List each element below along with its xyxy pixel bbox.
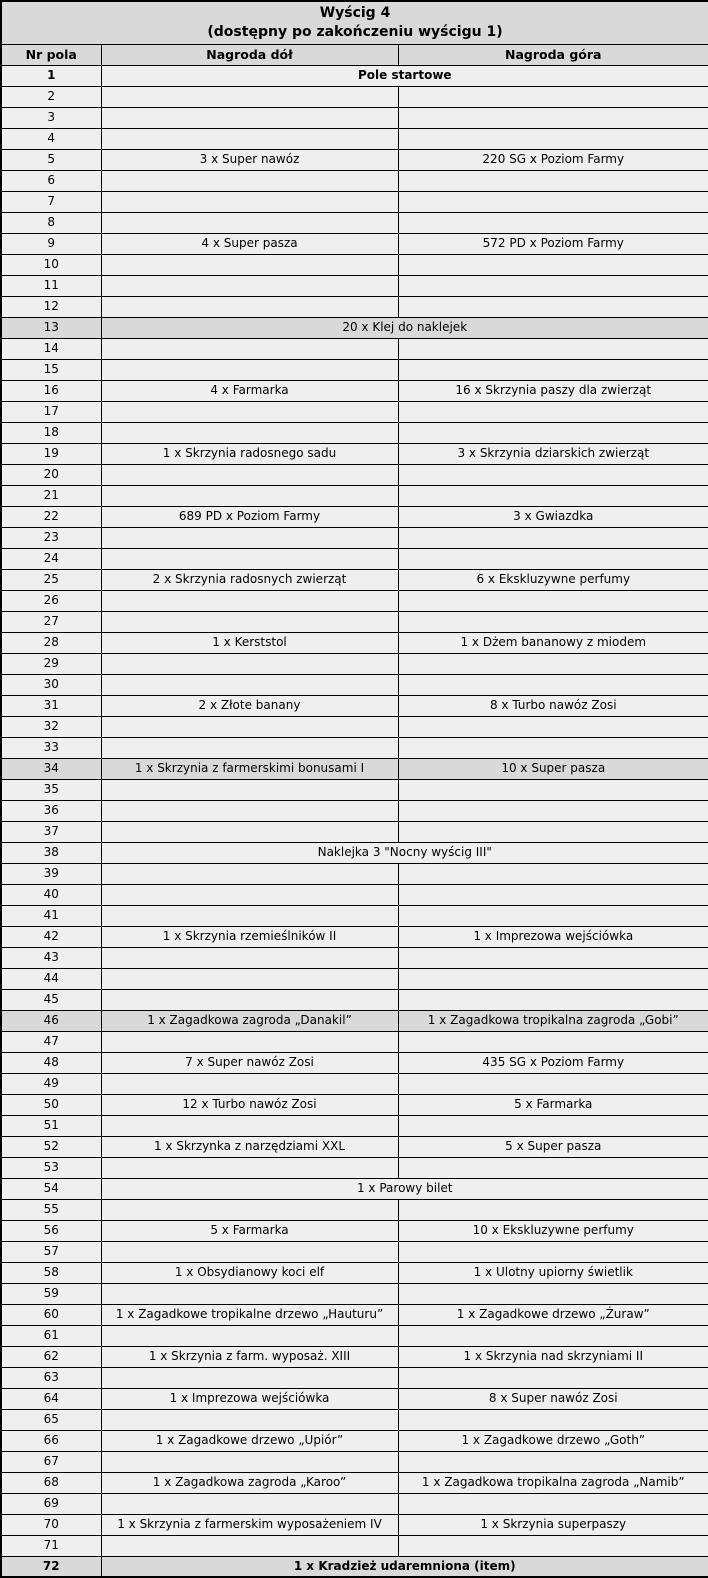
reward-up-cell xyxy=(398,527,708,548)
field-number-cell: 35 xyxy=(1,779,101,800)
reward-down-cell xyxy=(101,1073,398,1094)
table-row xyxy=(1,737,708,758)
field-number-cell: 38 xyxy=(1,842,101,863)
field-number-cell: 13 xyxy=(1,317,101,338)
reward-down-cell xyxy=(101,989,398,1010)
table-row xyxy=(1,1409,708,1430)
reward-up-cell xyxy=(398,191,708,212)
field-number-cell: 52 xyxy=(1,1136,101,1157)
table-row xyxy=(1,275,708,296)
table-row xyxy=(1,359,708,380)
field-number-cell: 56 xyxy=(1,1220,101,1241)
reward-down-cell xyxy=(101,905,398,926)
reward-down-cell xyxy=(101,611,398,632)
field-number-cell: 29 xyxy=(1,653,101,674)
reward-up-cell xyxy=(398,107,708,128)
table-row xyxy=(1,821,708,842)
reward-down-cell xyxy=(101,338,398,359)
reward-up-cell xyxy=(398,947,708,968)
reward-down-cell: 1 x Skrzynia rzemieślników II xyxy=(101,926,398,947)
reward-up-cell xyxy=(398,821,708,842)
reward-up-cell: 8 x Super nawóz Zosi xyxy=(398,1388,708,1409)
table-row xyxy=(1,947,708,968)
table-row xyxy=(1,1241,708,1262)
table-row xyxy=(1,653,708,674)
table-row xyxy=(1,1157,708,1178)
reward-down-cell xyxy=(101,590,398,611)
field-number-cell: 40 xyxy=(1,884,101,905)
reward-up-cell xyxy=(398,422,708,443)
reward-up-cell xyxy=(398,1451,708,1472)
reward-down-cell xyxy=(101,548,398,569)
column-header-nr-pola: Nr pola xyxy=(1,44,101,65)
reward-down-cell xyxy=(101,716,398,737)
reward-up-cell xyxy=(398,737,708,758)
field-number-cell: 10 xyxy=(1,254,101,275)
table-row xyxy=(1,443,708,464)
reward-down-cell: 1 x Skrzynia radosnego sadu xyxy=(101,443,398,464)
reward-up-cell xyxy=(398,1199,708,1220)
table-row xyxy=(1,86,708,107)
table-row xyxy=(1,296,708,317)
field-number-cell: 45 xyxy=(1,989,101,1010)
field-number-cell: 58 xyxy=(1,1262,101,1283)
table-title xyxy=(1,1,708,44)
reward-down-cell xyxy=(101,821,398,842)
reward-up-cell xyxy=(398,800,708,821)
field-number-cell: 53 xyxy=(1,1157,101,1178)
reward-down-cell xyxy=(101,464,398,485)
field-number-cell: 70 xyxy=(1,1514,101,1535)
reward-up-cell xyxy=(398,548,708,569)
reward-down-cell: 689 PD x Poziom Farmy xyxy=(101,506,398,527)
reward-down-cell xyxy=(101,359,398,380)
table-row xyxy=(1,128,708,149)
table-row xyxy=(1,233,708,254)
reward-up-cell xyxy=(398,86,708,107)
field-number-cell: 22 xyxy=(1,506,101,527)
reward-down-cell: 1 x Zagadkowe tropikalne drzewo „Hauturu” xyxy=(101,1304,398,1325)
table-row xyxy=(1,1283,708,1304)
table-row xyxy=(1,1451,708,1472)
table-row xyxy=(1,590,708,611)
reward-down-cell: 1 x Zagadkowe drzewo „Upiór” xyxy=(101,1430,398,1451)
reward-down-cell xyxy=(101,1199,398,1220)
table-row xyxy=(1,380,708,401)
field-number-cell: 63 xyxy=(1,1367,101,1388)
field-number-cell: 16 xyxy=(1,380,101,401)
reward-up-cell: 10 x Ekskluzywne perfumy xyxy=(398,1220,708,1241)
table-row xyxy=(1,716,708,737)
field-number-cell: 72 xyxy=(1,1556,101,1577)
reward-up-cell: 1 x Skrzynia superpaszy xyxy=(398,1514,708,1535)
reward-down-cell: 1 x Skrzynka z narzędziami XXL xyxy=(101,1136,398,1157)
field-number-cell: 24 xyxy=(1,548,101,569)
reward-up-cell xyxy=(398,1325,708,1346)
table-row xyxy=(1,1220,708,1241)
reward-down-cell xyxy=(101,275,398,296)
table-row xyxy=(1,506,708,527)
field-number-cell: 37 xyxy=(1,821,101,842)
reward-down-cell xyxy=(101,527,398,548)
table-row xyxy=(1,65,708,86)
reward-down-cell xyxy=(101,170,398,191)
field-number-cell: 60 xyxy=(1,1304,101,1325)
reward-up-cell: 5 x Farmarka xyxy=(398,1094,708,1115)
reward-up-cell xyxy=(398,254,708,275)
reward-up-cell xyxy=(398,1031,708,1052)
reward-down-cell xyxy=(101,800,398,821)
reward-up-cell xyxy=(398,1409,708,1430)
reward-up-cell: 1 x Zagadkowa tropikalna zagroda „Gobi” xyxy=(398,1010,708,1031)
table-row xyxy=(1,1430,708,1451)
field-number-cell: 4 xyxy=(1,128,101,149)
reward-down-cell xyxy=(101,884,398,905)
column-header-row xyxy=(1,44,708,65)
field-number-cell: 17 xyxy=(1,401,101,422)
field-number-cell: 61 xyxy=(1,1325,101,1346)
reward-up-cell: 8 x Turbo nawóz Zosi xyxy=(398,695,708,716)
field-number-cell: 59 xyxy=(1,1283,101,1304)
reward-up-cell: 10 x Super pasza xyxy=(398,758,708,779)
table-row xyxy=(1,863,708,884)
table-row xyxy=(1,1136,708,1157)
table-row xyxy=(1,464,708,485)
field-number-cell: 46 xyxy=(1,1010,101,1031)
table-row xyxy=(1,1010,708,1031)
table-row xyxy=(1,611,708,632)
reward-up-cell xyxy=(398,1283,708,1304)
spanning-reward-cell: 20 x Klej do naklejek xyxy=(101,317,708,338)
reward-up-cell: 220 SG x Poziom Farmy xyxy=(398,149,708,170)
reward-up-cell xyxy=(398,863,708,884)
reward-up-cell xyxy=(398,989,708,1010)
table-row xyxy=(1,905,708,926)
field-number-cell: 42 xyxy=(1,926,101,947)
table-row xyxy=(1,1346,708,1367)
reward-up-cell xyxy=(398,212,708,233)
reward-down-cell xyxy=(101,107,398,128)
reward-down-cell: 5 x Farmarka xyxy=(101,1220,398,1241)
field-number-cell: 2 xyxy=(1,86,101,107)
field-number-cell: 65 xyxy=(1,1409,101,1430)
table-row xyxy=(1,1472,708,1493)
reward-down-cell xyxy=(101,1535,398,1556)
reward-up-cell: 1 x Ulotny upiorny świetlik xyxy=(398,1262,708,1283)
reward-down-cell: 1 x Kerststol xyxy=(101,632,398,653)
spanning-reward-cell: Pole startowe xyxy=(101,65,708,86)
table-row xyxy=(1,842,708,863)
reward-down-cell xyxy=(101,254,398,275)
column-header-nagroda-dol: Nagroda dół xyxy=(101,44,398,65)
table-row xyxy=(1,1115,708,1136)
table-row xyxy=(1,485,708,506)
field-number-cell: 8 xyxy=(1,212,101,233)
reward-up-cell xyxy=(398,401,708,422)
table-row xyxy=(1,254,708,275)
spanning-reward-cell: 1 x Parowy bilet xyxy=(101,1178,708,1199)
reward-up-cell xyxy=(398,653,708,674)
reward-up-cell xyxy=(398,1073,708,1094)
reward-up-cell: 572 PD x Poziom Farmy xyxy=(398,233,708,254)
field-number-cell: 48 xyxy=(1,1052,101,1073)
reward-up-cell xyxy=(398,779,708,800)
table-row xyxy=(1,800,708,821)
reward-down-cell: 1 x Skrzynia z farm. wyposaż. XIII xyxy=(101,1346,398,1367)
reward-down-cell xyxy=(101,779,398,800)
field-number-cell: 66 xyxy=(1,1430,101,1451)
field-number-cell: 36 xyxy=(1,800,101,821)
field-number-cell: 25 xyxy=(1,569,101,590)
reward-down-cell xyxy=(101,1115,398,1136)
reward-down-cell: 2 x Skrzynia radosnych zwierząt xyxy=(101,569,398,590)
reward-down-cell xyxy=(101,86,398,107)
reward-up-cell: 1 x Zagadkowe drzewo „Goth” xyxy=(398,1430,708,1451)
field-number-cell: 44 xyxy=(1,968,101,989)
reward-up-cell xyxy=(398,1115,708,1136)
table-title-line2: (dostępny po zakończeniu wyścigu 1) xyxy=(207,23,503,40)
field-number-cell: 47 xyxy=(1,1031,101,1052)
table-row xyxy=(1,191,708,212)
field-number-cell: 68 xyxy=(1,1472,101,1493)
reward-up-cell xyxy=(398,128,708,149)
table-row xyxy=(1,317,708,338)
field-number-cell: 34 xyxy=(1,758,101,779)
table-row xyxy=(1,107,708,128)
table-row xyxy=(1,758,708,779)
table-row xyxy=(1,1493,708,1514)
reward-down-cell xyxy=(101,296,398,317)
reward-down-cell: 4 x Farmarka xyxy=(101,380,398,401)
field-number-cell: 32 xyxy=(1,716,101,737)
field-number-cell: 12 xyxy=(1,296,101,317)
table-row xyxy=(1,632,708,653)
table-row xyxy=(1,1178,708,1199)
field-number-cell: 69 xyxy=(1,1493,101,1514)
reward-up-cell xyxy=(398,884,708,905)
table-row xyxy=(1,1556,708,1577)
reward-up-cell xyxy=(398,590,708,611)
reward-down-cell xyxy=(101,1157,398,1178)
field-number-cell: 55 xyxy=(1,1199,101,1220)
table-row xyxy=(1,338,708,359)
table-title-line1: Wyścig 4 xyxy=(319,4,391,21)
table-row xyxy=(1,1325,708,1346)
reward-up-cell xyxy=(398,611,708,632)
reward-down-cell: 1 x Zagadkowa zagroda „Danakil” xyxy=(101,1010,398,1031)
table-row xyxy=(1,926,708,947)
reward-down-cell xyxy=(101,653,398,674)
reward-up-cell: 3 x Skrzynia dziarskich zwierząt xyxy=(398,443,708,464)
reward-up-cell: 5 x Super pasza xyxy=(398,1136,708,1157)
reward-down-cell xyxy=(101,422,398,443)
reward-down-cell xyxy=(101,947,398,968)
field-number-cell: 20 xyxy=(1,464,101,485)
table-header xyxy=(1,1,708,65)
field-number-cell: 18 xyxy=(1,422,101,443)
reward-down-cell: 1 x Imprezowa wejściówka xyxy=(101,1388,398,1409)
field-number-cell: 19 xyxy=(1,443,101,464)
reward-down-cell xyxy=(101,737,398,758)
table-row xyxy=(1,1304,708,1325)
table-row xyxy=(1,569,708,590)
table-row xyxy=(1,1052,708,1073)
reward-up-cell xyxy=(398,674,708,695)
reward-down-cell xyxy=(101,968,398,989)
field-number-cell: 3 xyxy=(1,107,101,128)
field-number-cell: 5 xyxy=(1,149,101,170)
table-row xyxy=(1,1073,708,1094)
field-number-cell: 54 xyxy=(1,1178,101,1199)
reward-down-cell: 2 x Złote banany xyxy=(101,695,398,716)
reward-down-cell xyxy=(101,485,398,506)
column-header-nagroda-gora: Nagroda góra xyxy=(398,44,708,65)
field-number-cell: 26 xyxy=(1,590,101,611)
table-row xyxy=(1,1514,708,1535)
reward-down-cell xyxy=(101,674,398,695)
table-row xyxy=(1,968,708,989)
reward-up-cell xyxy=(398,1535,708,1556)
reward-up-cell xyxy=(398,1367,708,1388)
reward-down-cell xyxy=(101,1493,398,1514)
reward-down-cell: 3 x Super nawóz xyxy=(101,149,398,170)
field-number-cell: 21 xyxy=(1,485,101,506)
reward-down-cell xyxy=(101,1409,398,1430)
reward-down-cell xyxy=(101,401,398,422)
field-number-cell: 41 xyxy=(1,905,101,926)
field-number-cell: 6 xyxy=(1,170,101,191)
field-number-cell: 43 xyxy=(1,947,101,968)
reward-down-cell xyxy=(101,1451,398,1472)
reward-down-cell xyxy=(101,1031,398,1052)
reward-up-cell xyxy=(398,968,708,989)
field-number-cell: 49 xyxy=(1,1073,101,1094)
table-row xyxy=(1,779,708,800)
table-row xyxy=(1,422,708,443)
reward-up-cell xyxy=(398,338,708,359)
field-number-cell: 50 xyxy=(1,1094,101,1115)
table-row xyxy=(1,1094,708,1115)
reward-up-cell xyxy=(398,464,708,485)
field-number-cell: 33 xyxy=(1,737,101,758)
field-number-cell: 51 xyxy=(1,1115,101,1136)
reward-up-cell: 6 x Ekskluzywne perfumy xyxy=(398,569,708,590)
field-number-cell: 11 xyxy=(1,275,101,296)
reward-up-cell: 3 x Gwiazdka xyxy=(398,506,708,527)
field-number-cell: 31 xyxy=(1,695,101,716)
reward-up-cell xyxy=(398,296,708,317)
reward-up-cell: 1 x Skrzynia nad skrzyniami II xyxy=(398,1346,708,1367)
reward-up-cell: 1 x Imprezowa wejściówka xyxy=(398,926,708,947)
reward-down-cell xyxy=(101,212,398,233)
reward-down-cell xyxy=(101,1283,398,1304)
field-number-cell: 1 xyxy=(1,65,101,86)
field-number-cell: 67 xyxy=(1,1451,101,1472)
reward-down-cell: 1 x Zagadkowa zagroda „Karoo” xyxy=(101,1472,398,1493)
field-number-cell: 15 xyxy=(1,359,101,380)
reward-down-cell xyxy=(101,1325,398,1346)
table-row xyxy=(1,527,708,548)
table-row xyxy=(1,170,708,191)
reward-up-cell: 435 SG x Poziom Farmy xyxy=(398,1052,708,1073)
table-row xyxy=(1,401,708,422)
reward-up-cell xyxy=(398,359,708,380)
reward-up-cell: 16 x Skrzynia paszy dla zwierząt xyxy=(398,380,708,401)
field-number-cell: 64 xyxy=(1,1388,101,1409)
reward-down-cell: 1 x Skrzynia z farmerskimi bonusami I xyxy=(101,758,398,779)
table-row xyxy=(1,989,708,1010)
table-row xyxy=(1,1262,708,1283)
reward-up-cell xyxy=(398,275,708,296)
reward-down-cell: 7 x Super nawóz Zosi xyxy=(101,1052,398,1073)
reward-down-cell xyxy=(101,1241,398,1262)
field-number-cell: 7 xyxy=(1,191,101,212)
field-number-cell: 23 xyxy=(1,527,101,548)
reward-down-cell: 1 x Skrzynia z farmerskim wyposażeniem IV xyxy=(101,1514,398,1535)
table-row xyxy=(1,674,708,695)
reward-down-cell xyxy=(101,1367,398,1388)
field-number-cell: 62 xyxy=(1,1346,101,1367)
reward-up-cell: 1 x Zagadkowa tropikalna zagroda „Namib” xyxy=(398,1472,708,1493)
field-number-cell: 39 xyxy=(1,863,101,884)
table-row xyxy=(1,212,708,233)
reward-up-cell xyxy=(398,485,708,506)
table-row xyxy=(1,1367,708,1388)
table-row xyxy=(1,1535,708,1556)
reward-down-cell xyxy=(101,191,398,212)
reward-up-cell xyxy=(398,170,708,191)
reward-up-cell xyxy=(398,1157,708,1178)
table-row xyxy=(1,1031,708,1052)
field-number-cell: 71 xyxy=(1,1535,101,1556)
reward-down-cell: 4 x Super pasza xyxy=(101,233,398,254)
title-row xyxy=(1,1,708,44)
table-row xyxy=(1,695,708,716)
table-row xyxy=(1,548,708,569)
reward-down-cell xyxy=(101,863,398,884)
table-row xyxy=(1,149,708,170)
reward-down-cell: 1 x Obsydianowy koci elf xyxy=(101,1262,398,1283)
reward-up-cell xyxy=(398,905,708,926)
field-number-cell: 14 xyxy=(1,338,101,359)
spanning-reward-cell: Naklejka 3 "Nocny wyścig III" xyxy=(101,842,708,863)
reward-up-cell xyxy=(398,1493,708,1514)
reward-down-cell xyxy=(101,128,398,149)
field-number-cell: 57 xyxy=(1,1241,101,1262)
reward-up-cell xyxy=(398,1241,708,1262)
field-number-cell: 27 xyxy=(1,611,101,632)
spanning-reward-cell: 1 x Kradzież udaremniona (item) xyxy=(101,1556,708,1577)
reward-up-cell: 1 x Dżem bananowy z miodem xyxy=(398,632,708,653)
field-number-cell: 30 xyxy=(1,674,101,695)
reward-down-cell: 12 x Turbo nawóz Zosi xyxy=(101,1094,398,1115)
field-number-cell: 9 xyxy=(1,233,101,254)
table-row xyxy=(1,1199,708,1220)
table-row xyxy=(1,1388,708,1409)
reward-up-cell xyxy=(398,716,708,737)
field-number-cell: 28 xyxy=(1,632,101,653)
table-body xyxy=(1,65,708,1577)
reward-up-cell: 1 x Zagadkowe drzewo „Żuraw” xyxy=(398,1304,708,1325)
table-row xyxy=(1,884,708,905)
